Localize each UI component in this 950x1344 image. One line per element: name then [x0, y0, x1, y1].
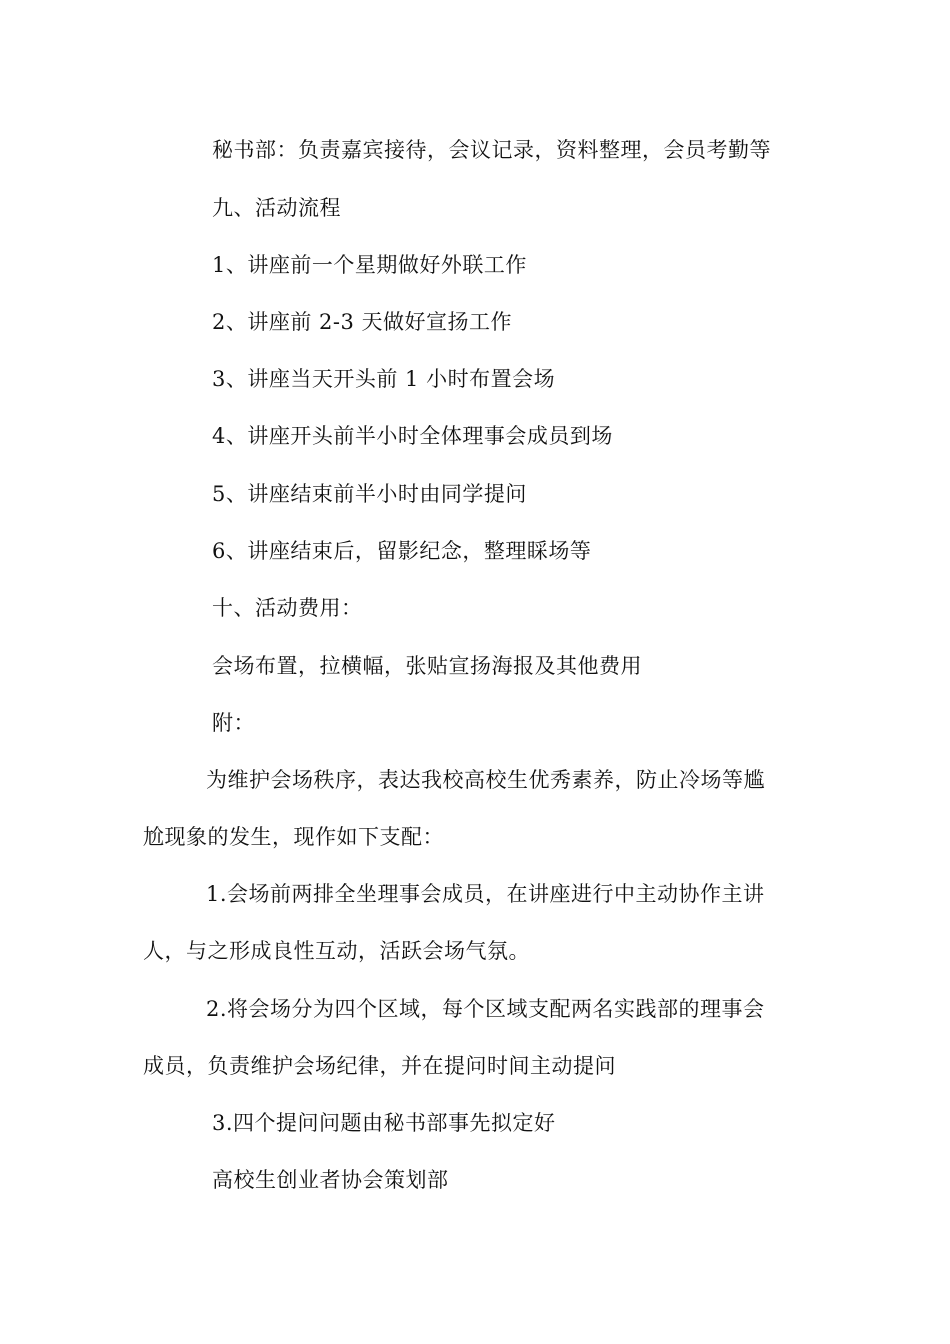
- appendix-item-3: 3.四个提问问题由秘书部事先拟定好: [212, 1111, 556, 1135]
- process-step-4: 4、讲座开头前半小时全体理事会成员到场: [212, 424, 613, 448]
- heading-appendix: 附：: [212, 711, 255, 735]
- appendix-intro-line-1: 为维护会场秩序，表达我校高校生优秀素养，防止冷场等尴: [206, 768, 765, 792]
- appendix-item-2-line-2: 成员，负责维护会场纪律，并在提问时间主动提问: [143, 1054, 616, 1078]
- appendix-item-1-line-1: 1.会场前两排全坐理事会成员，在讲座进行中主动协作主讲: [206, 882, 765, 906]
- process-step-5: 5、讲座结束前半小时由同学提问: [212, 482, 527, 506]
- appendix-intro-line-2: 尬现象的发生，现作如下支配：: [143, 825, 444, 849]
- appendix-item-1-line-2: 人，与之形成良性互动，活跃会场气氛。: [143, 939, 530, 963]
- process-step-2: 2、讲座前 2-3 天做好宣扬工作: [212, 310, 513, 334]
- paragraph-cost-items: 会场布置，拉横幅，张贴宣扬海报及其他费用: [212, 654, 642, 678]
- process-step-1: 1、讲座前一个星期做好外联工作: [212, 253, 527, 277]
- heading-activity-cost: 十、活动费用：: [212, 596, 363, 620]
- appendix-item-2-line-1: 2.将会场分为四个区域，每个区域支配两名实践部的理事会: [206, 997, 765, 1021]
- process-step-3: 3、讲座当天开头前 1 小时布置会场: [212, 367, 556, 391]
- signature-department: 高校生创业者协会策划部: [212, 1168, 449, 1192]
- paragraph-secretariat: 秘书部：负责嘉宾接待，会议记录，资料整理，会员考勤等: [212, 138, 771, 162]
- process-step-6: 6、讲座结束后，留影纪念，整理睬场等: [212, 539, 592, 563]
- heading-activity-process: 九、活动流程: [212, 196, 341, 220]
